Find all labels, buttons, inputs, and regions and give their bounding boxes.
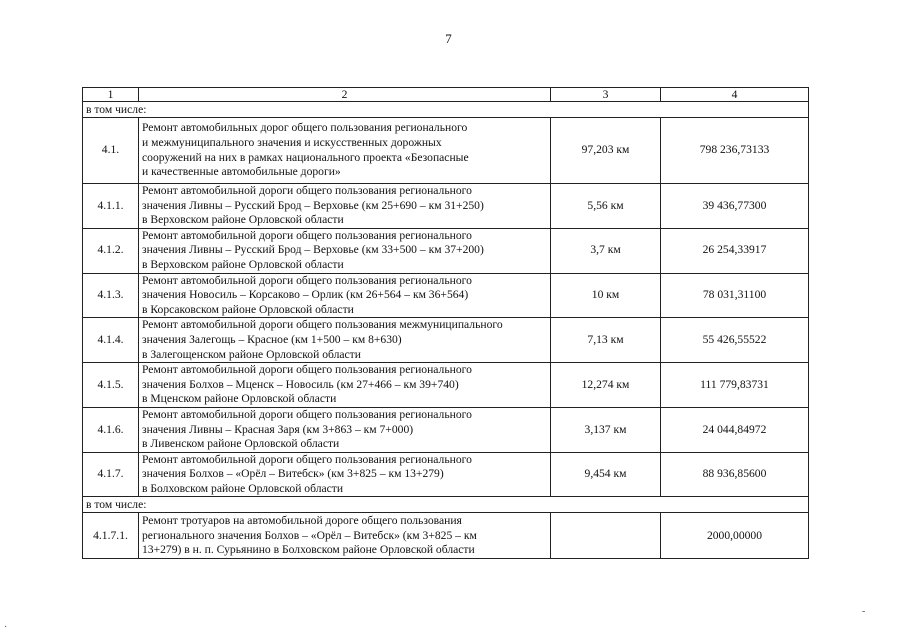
table-row xyxy=(83,452,809,497)
description-line: Ремонт автомобильной дороги общего пользования регионального xyxy=(142,407,472,421)
item-description xyxy=(139,513,551,559)
item-amount: 78 031,31100 xyxy=(661,273,809,318)
description-line: значения Ливны – Русский Брод – Верховье (км 25+690 – км 31+250) xyxy=(142,198,484,212)
description-line: в Болховском районе Орловской области xyxy=(142,481,344,495)
table-row xyxy=(83,184,809,229)
item-number: 4.1.5. xyxy=(83,363,139,408)
item-length: 7,13 км xyxy=(551,318,661,363)
item-description xyxy=(139,452,551,497)
table-row xyxy=(83,513,809,559)
section-row xyxy=(83,497,809,513)
item-length: 12,274 км xyxy=(551,363,661,408)
item-description xyxy=(139,118,551,184)
table-row xyxy=(83,273,809,318)
item-amount: 798 236,73133 xyxy=(661,118,809,184)
table-row xyxy=(83,318,809,363)
table-row xyxy=(83,228,809,273)
scan-mark: ‐ xyxy=(862,606,866,617)
description-line: значения Ливны – Русский Брод – Верховье (км 33+500 – км 37+200) xyxy=(142,243,484,257)
item-length: 9,454 км xyxy=(551,452,661,497)
description-line: в Залегощенском районе Орловской области xyxy=(142,347,361,361)
item-description xyxy=(139,228,551,273)
item-length xyxy=(551,513,661,559)
item-length: 10 км xyxy=(551,273,661,318)
scan-mark: · xyxy=(4,622,8,633)
description-line: значения Болхов – «Орёл – Витебск» (км 3+825 – км 13+279) xyxy=(142,467,444,481)
description-line: Ремонт автомобильной дороги общего пользования регионального xyxy=(142,363,472,377)
item-description xyxy=(139,363,551,408)
item-length: 5,56 км xyxy=(551,184,661,229)
item-number: 4.1.1. xyxy=(83,184,139,229)
item-number: 4.1.4. xyxy=(83,318,139,363)
item-description xyxy=(139,318,551,363)
item-length: 3,137 км xyxy=(551,407,661,452)
item-description xyxy=(139,184,551,229)
description-line: и межмуниципального значения и искусственных дорожных xyxy=(142,135,442,149)
item-number: 4.1.7. xyxy=(83,452,139,497)
item-description xyxy=(139,273,551,318)
description-line: значения Болхов – Мценск – Новосиль (км 27+466 – км 39+740) xyxy=(142,377,459,391)
column-header: 3 xyxy=(551,88,661,102)
item-amount: 55 426,55522 xyxy=(661,318,809,363)
column-header: 1 xyxy=(83,88,139,102)
description-line: в Мценском районе Орловской области xyxy=(142,392,337,406)
item-number: 4.1.2. xyxy=(83,228,139,273)
item-amount: 2000,00000 xyxy=(661,513,809,559)
column-header: 2 xyxy=(139,88,551,102)
description-line: Ремонт автомобильной дороги общего пользования регионального xyxy=(142,452,472,466)
description-line: регионального значения Болхов – «Орёл – Витебск» (км 3+825 – км xyxy=(142,528,477,542)
item-number: 4.1.6. xyxy=(83,407,139,452)
item-amount: 111 779,83731 xyxy=(661,363,809,408)
section-label: в том числе: xyxy=(83,497,809,513)
description-line: Ремонт автомобильной дороги общего пользования регионального xyxy=(142,184,472,197)
table-body xyxy=(83,102,809,559)
description-line: Ремонт автомобильной дороги общего пользования межмуниципального xyxy=(142,318,503,332)
description-line: в Верховском районе Орловской области xyxy=(142,257,344,271)
table-row xyxy=(83,407,809,452)
item-length: 3,7 км xyxy=(551,228,661,273)
description-line: Ремонт тротуаров на автомобильной дороге общего пользования xyxy=(142,514,462,528)
table-row xyxy=(83,363,809,408)
description-line: 13+279) в н. п. Сурьянино в Болховском районе Орловской области xyxy=(142,543,475,557)
description-line: Ремонт автомобильной дороги общего пользования регионального xyxy=(142,228,472,242)
item-number: 4.1.3. xyxy=(83,273,139,318)
item-amount: 24 044,84972 xyxy=(661,407,809,452)
item-amount: 39 436,77300 xyxy=(661,184,809,229)
description-line: сооружений на них в рамках национального проекта «Безопасные xyxy=(142,150,469,164)
description-line: Ремонт автомобильных дорог общего пользования регионального xyxy=(142,121,468,135)
section-label: в том числе: xyxy=(83,102,809,118)
item-number: 4.1. xyxy=(83,118,139,184)
works-table xyxy=(82,87,809,559)
item-length: 97,203 км xyxy=(551,118,661,184)
section-row xyxy=(83,102,809,118)
item-amount: 26 254,33917 xyxy=(661,228,809,273)
item-number: 4.1.7.1. xyxy=(83,513,139,559)
item-description xyxy=(139,407,551,452)
description-line: и качественные автомобильные дороги» xyxy=(142,165,341,179)
item-amount: 88 936,85600 xyxy=(661,452,809,497)
description-line: значения Залегощь – Красное (км 1+500 – км 8+630) xyxy=(142,332,402,346)
description-line: значения Ливны – Красная Заря (км 3+863 – км 7+000) xyxy=(142,422,414,436)
description-line: в Верховском районе Орловской области xyxy=(142,213,344,227)
description-line: значения Новосиль – Корсаково – Орлик (км 26+564 – км 36+564) xyxy=(142,288,469,302)
table-row xyxy=(83,118,809,184)
column-number-row xyxy=(83,88,809,102)
column-header: 4 xyxy=(661,88,809,102)
page-number: 7 xyxy=(445,31,452,46)
description-line: в Корсаковском районе Орловской области xyxy=(142,302,354,316)
description-line: Ремонт автомобильной дороги общего пользования регионального xyxy=(142,273,472,287)
description-line: в Ливенском районе Орловской области xyxy=(142,437,340,451)
